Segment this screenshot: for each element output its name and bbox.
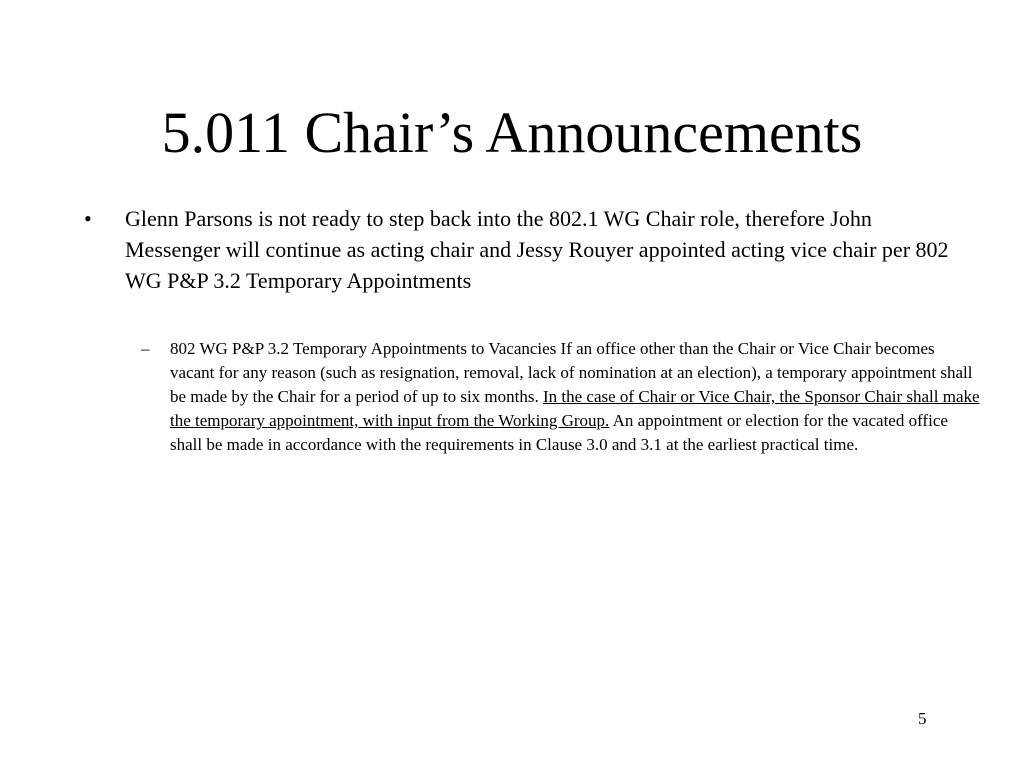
bullet-marker: • (84, 206, 92, 231)
sub-bullet-text-part1: 802 WG P&P 3.2 Temporary Appointments to Vacancies If an office other than the Chair or Vice Chair becomes vacant for any reason (such as resignation, removal, lack of nomination at an election), a temporary appointment shall be made by the Chair for a period of up to six months. (170, 339, 973, 406)
bullet-text: Glenn Parsons is not ready to step back into the 802.1 WG Chair role, therefore John Messenger will continue as acting chair and Jessy Rouyer appointed acting vice chair per 802 WG P&P 3.2 Temporary Appointments (125, 206, 949, 293)
sub-bullet-text (170, 337, 980, 457)
page-number: 5 (918, 709, 927, 728)
sub-bullet-underlined-text: In the case of Chair or Vice Chair, the Sponsor Chair shall make the temporary appointment, with input from the Working Group. (170, 387, 980, 430)
sub-bullet-marker: – (141, 339, 150, 358)
slide-title: 5.011 Chair’s Announcements (161, 100, 863, 165)
sub-bullet-text-part2: An appointment or election for the vacated office shall be made in accordance with the requirements in Clause 3.0 and 3.1 at the earliest practical time. (170, 411, 948, 454)
